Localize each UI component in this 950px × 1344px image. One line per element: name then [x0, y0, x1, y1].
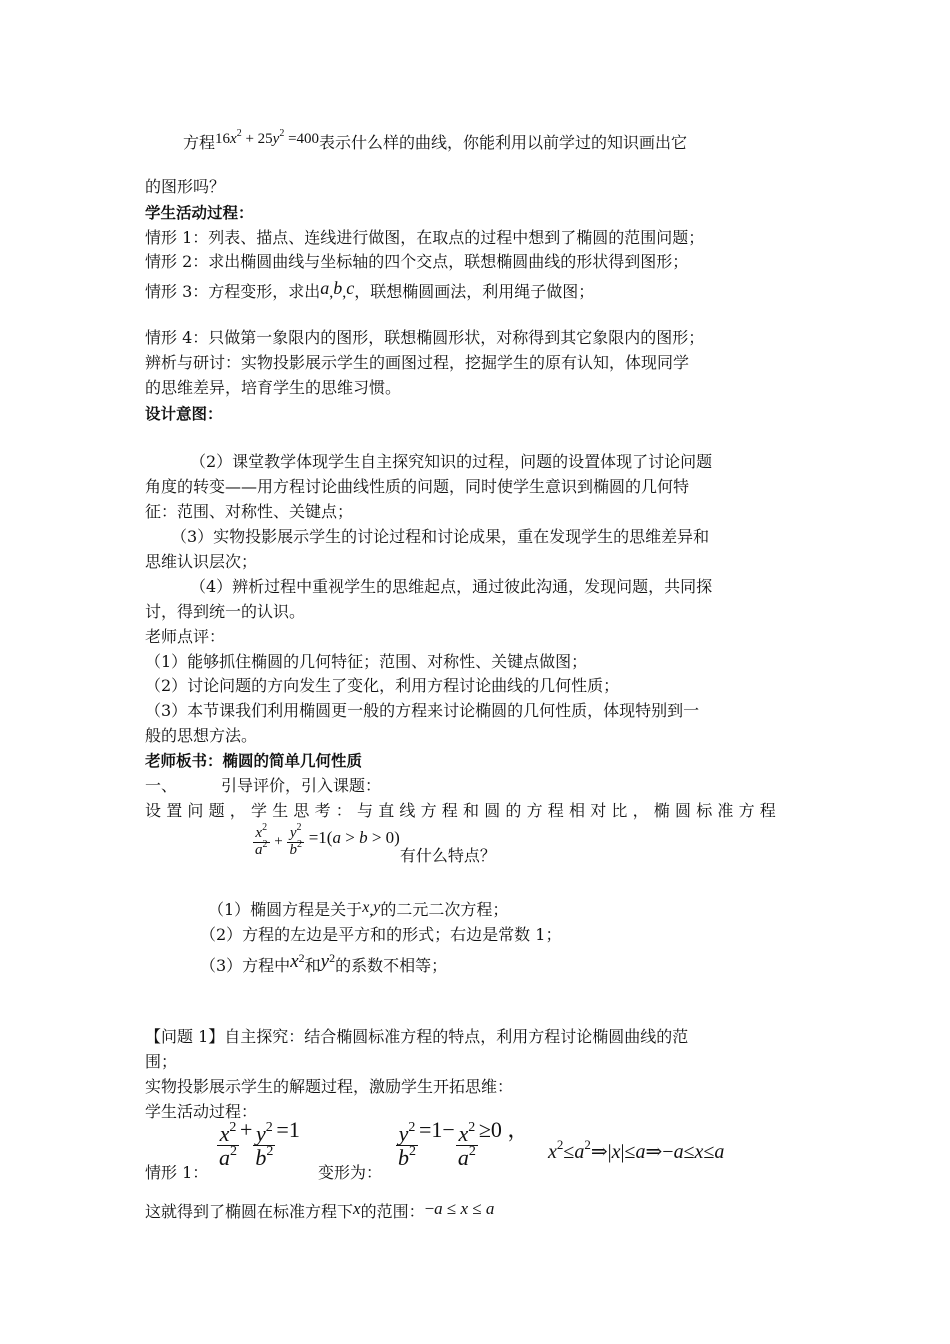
design-p2-line-2: 角度的转变——用方程讨论曲线性质的问题，同时使学生意识到椭圆的几何特 [145, 477, 690, 496]
comment-3-line-1: （3）本节课我们利用椭圆更一般的方程来讨论椭圆的几何性质，体现特别到一 [145, 701, 700, 720]
design-p3-line-1: （3）实物投影展示学生的讨论过程和讨论成果，重在发现学生的思维差异和 [171, 527, 710, 546]
analysis-line-2: 的思维差异，培育学生的思维习惯。 [145, 378, 402, 397]
case-2: 情形 2：求出椭圆曲线与坐标轴的四个交点，联想椭圆曲线的形状得到图形； [145, 252, 689, 271]
conclusion-line: 这就得到了椭圆在标准方程下x的范围：−a ≤ x ≤ a [145, 1199, 495, 1221]
intro-line-cont: 的图形吗？ [145, 177, 226, 196]
equation-transformed: $\frac{y^2}{b^2}$ =1− $\frac{x^2}{a^2}$ ≥0 ， [398, 1116, 530, 1171]
case-1: 情形 1：列表、描点、连线进行做图，在取点的过程中想到了椭圆的范围问题； [145, 228, 705, 247]
problem-1-case-1-label: 情形 1： [145, 1163, 209, 1182]
case-3: 情形 3：方程变形，求出a,b,c，联想椭圆画法，利用绳子做图； [145, 278, 595, 301]
design-p4-line-2: 讨，得到统一的认识。 [145, 602, 306, 621]
problem-1-line-2: 围； [145, 1052, 178, 1071]
design-p4-line-1: （4）辨析过程中重视学生的思维起点，通过彼此沟通，发现问题，共同探 [190, 577, 713, 596]
analysis-line-1: 辨析与研讨：实物投影展示学生的画图过程，挖掘学生的原有认知，体现同学 [145, 353, 690, 372]
comment-3-line-2: 般的思想方法。 [145, 726, 258, 745]
section-1-title: 一、 引导评价，引入课题： [145, 776, 382, 795]
case-4: 情形 4：只做第一象限内的图形，联想椭圆形状，对称得到其它象限内的图形； [145, 328, 705, 347]
comment-2: （2）讨论问题的方向发生了变化，利用方程讨论曲线的几何性质； [145, 676, 620, 695]
standard-equation: $\frac{x^2}{a^2}$ + $\frac{y^2}{b^2}$ =1(a > b > 0) [255, 822, 400, 858]
comment-1: （1）能够抓住椭圆的几何特征；范围、对称性、关键点做图； [145, 652, 588, 671]
transform-label: 变形为： [318, 1163, 383, 1182]
abc-symbols: a [320, 278, 330, 298]
design-p2-line-1: （2）课堂教学体现学生自主探究知识的过程，问题的设置体现了讨论问题 [190, 452, 713, 471]
problem-1-line-3: 实物投影展示学生的解题过程，激励学生开拓思维： [145, 1077, 514, 1096]
feature-3: （3）方程中$x^2$和$y^2$的系数不相等； [200, 951, 448, 975]
range-result: −a ≤ x ≤ a [424, 1199, 495, 1218]
standard-equation-line: $\frac{x^2}{a^2}$ + $\frac{y^2}{b^2}$ =1(a > b > 0)有什么特点？ [252, 826, 496, 859]
design-p2-line-3: 征：范围、对称性、关键点； [145, 502, 354, 521]
intro-equation: $16x^2 + 25y^2 =400$ [215, 128, 320, 147]
question-line: 设置问题，学生思考：与直线方程和圆的方程相对比，椭圆标准方程 [145, 801, 782, 820]
feature-2: （2）方程的左边是平方和的形式；右边是常数 1； [200, 925, 562, 944]
equation-standard-form: $\frac{x^2}{a^2}$ + $\frac{y^2}{b^2}$ =1 [219, 1116, 300, 1171]
design-p3-line-2: 思维认识层次； [145, 552, 258, 571]
intro-line: 方程$16x^2 + 25y^2 =400$表示什么样的曲线，你能利用以前学过的知识画出它 [183, 128, 688, 152]
comments-heading: 老师点评： [145, 627, 226, 646]
problem-1-line-1: 【问题 1】自主探究：结合椭圆标准方程的特点，利用方程讨论椭圆曲线的范 [145, 1027, 689, 1046]
problem-1-line-4: 学生活动过程： [145, 1102, 258, 1121]
activity-heading: 学生活动过程： [145, 204, 254, 222]
equation-range-derivation: $x^2\le a^2\Rightarrow|x|\le a\Rightarrow-a\le x\le a$ [548, 1137, 725, 1163]
board-heading: 老师板书：椭圆的简单几何性质 [145, 752, 363, 770]
design-heading: 设计意图： [145, 405, 223, 423]
feature-1: （1）椭圆方程是关于x,y的二元二次方程； [208, 899, 509, 919]
